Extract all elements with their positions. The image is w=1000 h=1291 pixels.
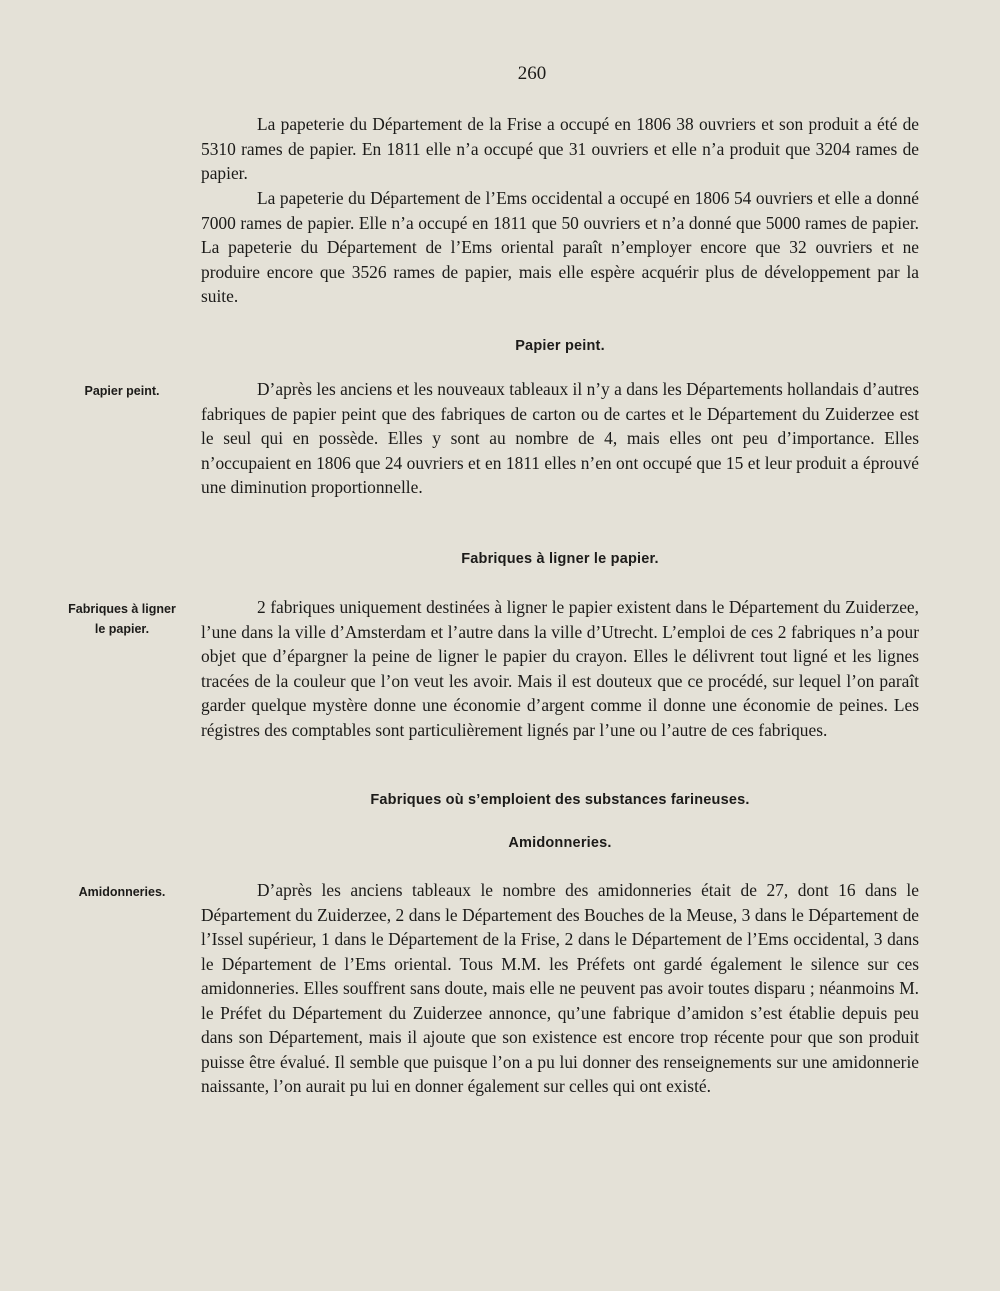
margin-note-ligner-line2: le papier. <box>94 622 150 636</box>
page-number: 260 <box>517 63 547 84</box>
paragraph-ems: La papeterie du Département de l’Ems occidental a occupé en 1806 54 ouvriers et elle a donné 7000 rames de papier. Elle n’a occupé en 1811 que 50 ouvriers et n’a donné que 5000 rames de papier. La papeterie du Département de l’Ems oriental paraît n’employer encore que 32 ouvriers et ne produire encore que 3526 rames de papier, mais elle espère acquérir plus de développement par la suite. <box>201 188 919 306</box>
heading-ligner: Fabriques à ligner le papier. <box>461 551 659 567</box>
margin-note-ligner-line1: Fabriques à ligner <box>68 602 176 616</box>
heading-papier-peint: Papier peint. <box>515 338 605 354</box>
paragraph-frise: La papeterie du Département de la Frise a occupé en 1806 38 ouvriers et son produit a été de 5310 rames de papier. En 1811 elle n’a occupé que 31 ouvriers et elle n’a produit que 3204 rames de papier. <box>201 114 919 183</box>
heading-farineuses: Fabriques où s’emploient des substances farineuses. <box>370 792 750 808</box>
paragraph-papier-peint: D’après les anciens et les nouveaux tableaux il n’y a dans les Départements hollandais d’autres fabriques de papier peint que des fabriques de carton ou de cartes et le Département du Zuiderzee est le seul qui en possède. Elles y sont au nombre de 4, mais elles ont peu d’importance. Elles n’occupaient en 1806 que 24 ouvriers et en 1811 elles n’en ont occupé que 15 et leur produit a éprouvé une diminution proportionnelle. <box>201 379 919 497</box>
heading-amidonneries: Amidonneries. <box>508 835 612 851</box>
margin-note-papier-peint: Papier peint. <box>84 384 160 398</box>
margin-note-amidonneries: Amidonneries. <box>78 885 166 899</box>
paragraph-amidonneries: D’après les anciens tableaux le nombre des amidonneries était de 27, dont 16 dans le Département du Zuiderzee, 2 dans le Département des Bouches de la Meuse, 3 dans le Département de l’Issel supérieur, 1 dans le Département de la Frise, 2 dans le Département de l’Ems occidental, 3 dans le Département de l’Ems oriental. Tous M.M. les Préfets ont gardé également le silence sur ces amidonneries. Elles souffrent sans doute, mais elle ne peuvent pas avoir toutes disparu ; néanmoins M. le Préfet du Département du Zuiderzee annonce, qu’une fabrique d’amidon s’est établie depuis peu dans son Département, mais il ajoute que son existence est encore trop récente pour que son produit puisse être évalué. Il semble que puisque l’on a pu lui donner des renseignements sur une amidonnerie naissante, l’on aurait pu lui en donner également sur celles qui ont existé. <box>201 880 919 1096</box>
margin-note-ligner <box>52 599 192 639</box>
paragraph-ligner: 2 fabriques uniquement destinées à ligner le papier existent dans le Département du Zuiderzee, l’une dans la ville d’Amsterdam et l’autre dans la ville d’Utrecht. L’emploi de ces 2 fabriques n’a pour objet que d’épargner la peine de ligner le papier du crayon. Elles le délivrent tout ligné et les lignes tracées de la couleur que l’on veut les avoir. Mais il est douteux que ce procédé, sur lequel l’on paraît garder quelque mystère donne une économie d’argent comme il donne une économie de peines. Les régistres des comptables sont particulièrement lignés par l’une ou l’autre de ces fabriques. <box>201 597 919 740</box>
